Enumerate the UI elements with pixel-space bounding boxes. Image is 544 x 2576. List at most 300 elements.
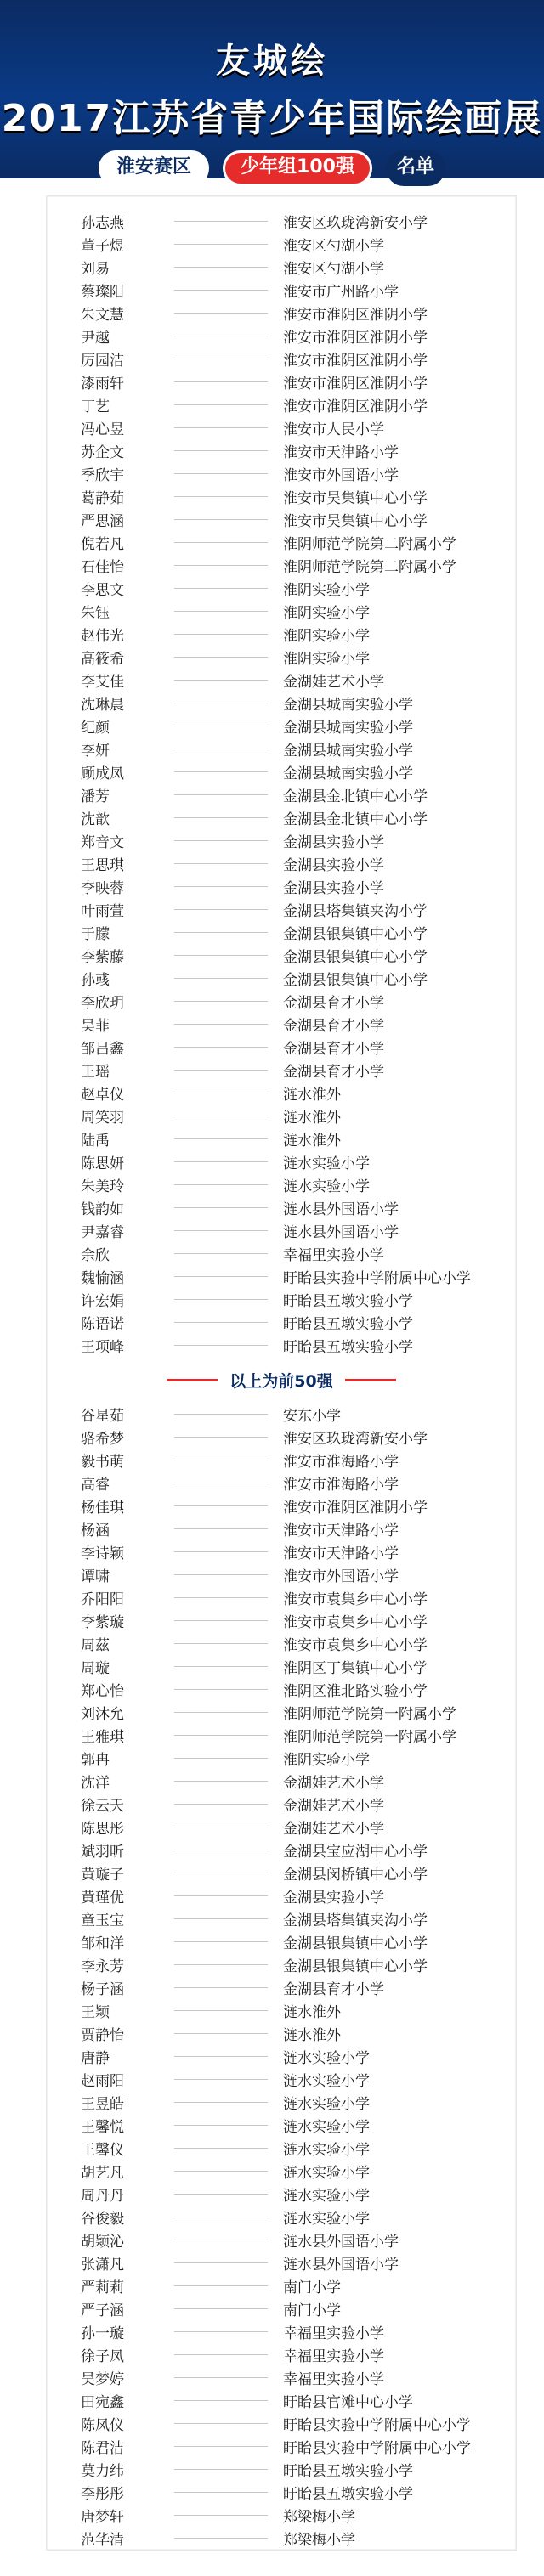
student-name: 王项峰 (81, 1339, 124, 1356)
student-name: 倪若凡 (81, 536, 124, 553)
student-name: 严莉莉 (81, 2279, 124, 2296)
student-name: 李欣玥 (81, 995, 124, 1012)
student-name: 赵卓仪 (81, 1087, 124, 1104)
school-name: 淮安市袁集乡中心小学 (283, 1591, 428, 1608)
list-item (47, 1242, 516, 1265)
list-item (47, 783, 516, 806)
student-name: 唐梦轩 (81, 2509, 124, 2526)
list-item (47, 2137, 516, 2160)
student-name: 徐云天 (81, 1798, 124, 1815)
list-item (47, 1196, 516, 1219)
row-leader-line (174, 2010, 268, 2011)
school-name: 金湖县金北镇中心小学 (283, 811, 428, 828)
student-name: 严思涵 (81, 513, 124, 530)
school-name: 盱眙县五墩实验小学 (283, 1339, 413, 1356)
list-item (47, 1288, 516, 1311)
student-name: 孙一璇 (81, 2325, 124, 2342)
school-name: 淮阴实验小学 (283, 628, 370, 645)
student-name: 吴梦婷 (81, 2371, 124, 2388)
top50-divider (47, 1357, 516, 1403)
student-name: 赵雨阳 (81, 2073, 124, 2090)
row-leader-line (174, 1528, 268, 1529)
school-name: 金湖县实验小学 (283, 834, 384, 851)
school-name: 涟水实验小学 (283, 1178, 370, 1195)
row-leader-line (174, 313, 268, 314)
row-leader-line (174, 1712, 268, 1713)
list-item (47, 737, 516, 760)
divider-text: 以上为前50强 (230, 1371, 333, 1391)
row-leader-line (174, 1918, 268, 1919)
row-leader-line (174, 1758, 268, 1759)
school-name: 金湖县城南实验小学 (283, 720, 413, 737)
list-item (47, 2160, 516, 2183)
student-name: 郭冉 (81, 1752, 110, 1769)
list-item (47, 2091, 516, 2114)
row-leader-line (174, 2400, 268, 2401)
row-leader-line (174, 657, 268, 658)
school-name: 淮安区玖珑湾新安小学 (283, 215, 428, 232)
student-name: 童玉宝 (81, 1912, 124, 1929)
student-name: 李紫藤 (81, 949, 124, 966)
school-name: 南门小学 (283, 2302, 341, 2319)
row-leader-line (174, 1689, 268, 1690)
student-name: 邹吕鑫 (81, 1041, 124, 1058)
school-name: 幸福里实验小学 (283, 2348, 384, 2365)
list-item (47, 1930, 516, 1953)
list-item (47, 554, 516, 577)
row-leader-line (174, 1322, 268, 1323)
row-leader-line (174, 771, 268, 772)
school-name: 金湖县金北镇中心小学 (283, 788, 428, 805)
student-name: 李诗颖 (81, 1545, 124, 1562)
school-name: 金湖县育才小学 (283, 1018, 384, 1035)
list-item (47, 1150, 516, 1173)
list-item (47, 1449, 516, 1472)
school-name: 涟水实验小学 (283, 2211, 370, 2228)
row-leader-line (174, 1299, 268, 1300)
list-item (47, 1701, 516, 1724)
row-leader-line (174, 1230, 268, 1231)
event-title: 2017江苏省青少年国际绘画展 (1, 97, 543, 140)
list-item (47, 2297, 516, 2320)
list-item (47, 600, 516, 623)
student-name: 王思琪 (81, 857, 124, 874)
student-name: 孙彧 (81, 972, 110, 989)
school-name: 金湖县闵桥镇中心小学 (283, 1867, 428, 1884)
student-name: 叶雨萱 (81, 903, 124, 920)
list-item (47, 715, 516, 737)
list-item (47, 692, 516, 715)
student-name: 乔阳阳 (81, 1591, 124, 1608)
school-name: 金湖县城南实验小学 (283, 743, 413, 760)
student-name: 李映蓉 (81, 880, 124, 897)
list-item (47, 2274, 516, 2297)
school-name: 淮安市天津路小学 (283, 1545, 399, 1562)
row-leader-line (174, 2446, 268, 2447)
school-name: 淮安市外国语小学 (283, 1568, 399, 1585)
list-item (47, 210, 516, 233)
student-name: 朱美玲 (81, 1178, 124, 1195)
list-panel (46, 195, 517, 2551)
school-name: 金湖县育才小学 (283, 1981, 384, 1998)
row-leader-line (174, 1781, 268, 1782)
school-name: 金湖县育才小学 (283, 1064, 384, 1081)
student-name: 于朦 (81, 926, 110, 943)
school-name: 金湖县银集镇中心小学 (283, 949, 428, 966)
school-name: 金湖县实验小学 (283, 857, 384, 874)
row-leader-line (174, 1964, 268, 1965)
list-item (47, 1127, 516, 1150)
school-name: 幸福里实验小学 (283, 1247, 384, 1264)
list-item (47, 1907, 516, 1930)
student-name: 陈思彤 (81, 1821, 124, 1838)
student-name: 胡艺凡 (81, 2165, 124, 2182)
student-name: 严子涵 (81, 2302, 124, 2319)
student-name: 漆雨轩 (81, 376, 124, 393)
school-name: 安东小学 (283, 1408, 341, 1425)
row-leader-line (174, 978, 268, 979)
row-leader-line (174, 2308, 268, 2309)
list-item (47, 1655, 516, 1678)
row-leader-line (174, 1276, 268, 1277)
school-name: 盱眙县实验中学附属中心小学 (283, 2440, 471, 2457)
list-item (47, 485, 516, 508)
list-item (47, 806, 516, 829)
school-name: 淮安市袁集乡中心小学 (283, 1614, 428, 1631)
list-item (47, 347, 516, 370)
row-leader-line (174, 1666, 268, 1667)
student-name: 冯心昱 (81, 421, 124, 438)
list-item (47, 1953, 516, 1976)
student-name: 郑心怡 (81, 1683, 124, 1700)
row-leader-line (174, 680, 268, 681)
school-name: 涟水实验小学 (283, 2165, 370, 2182)
row-leader-line (174, 1184, 268, 1185)
list-item (47, 1173, 516, 1196)
school-name: 淮安市淮海路小学 (283, 1477, 399, 1494)
school-name: 涟水县外国语小学 (283, 1224, 399, 1241)
student-name: 刘沐允 (81, 1706, 124, 1723)
school-name: 淮安市人民小学 (283, 421, 384, 438)
school-name: 淮阴师范学院第二附属小学 (283, 536, 456, 553)
student-name: 贾静怡 (81, 2027, 124, 2044)
row-leader-line (174, 1024, 268, 1025)
school-name: 金湖县宝应湖中心小学 (283, 1844, 428, 1861)
row-leader-line (174, 886, 268, 887)
row-leader-line (174, 2285, 268, 2286)
row-leader-line (174, 1161, 268, 1162)
school-name: 淮安市淮阴区淮阴小学 (283, 376, 428, 393)
school-name: 淮安区玖珑湾新安小学 (283, 1431, 428, 1448)
student-name: 毅书萌 (81, 1454, 124, 1471)
school-name: 盱眙县五墩实验小学 (283, 1316, 413, 1333)
subtitle-row (0, 150, 544, 186)
row-leader-line (174, 863, 268, 864)
row-leader-line (174, 1138, 268, 1139)
student-name: 谭啸 (81, 1568, 110, 1585)
list-item (47, 1747, 516, 1770)
row-leader-line (174, 1001, 268, 1002)
list-item (47, 1540, 516, 1563)
list-item (47, 921, 516, 944)
region-pill: 淮安赛区 (99, 150, 209, 186)
list-item (47, 1082, 516, 1104)
row-leader-line (174, 634, 268, 635)
school-name: 盱眙县五墩实验小学 (283, 2486, 413, 2503)
school-name: 涟水县外国语小学 (283, 1201, 399, 1218)
school-name: 金湖娃艺术小学 (283, 1798, 384, 1815)
row-leader-line (174, 932, 268, 933)
list-item (47, 2481, 516, 2504)
student-name: 石佳怡 (81, 559, 124, 576)
school-name: 淮阴师范学院第一附属小学 (283, 1729, 456, 1746)
list-item (47, 898, 516, 921)
school-name: 涟水实验小学 (283, 2119, 370, 2136)
school-name: 淮安市淮阴区淮阴小学 (283, 353, 428, 370)
list-item (47, 1219, 516, 1242)
list-item (47, 1816, 516, 1839)
list-item (47, 2045, 516, 2068)
student-name: 周丹丹 (81, 2188, 124, 2205)
school-name: 金湖县育才小学 (283, 995, 384, 1012)
school-name: 淮安市吴集镇中心小学 (283, 513, 428, 530)
list-item (47, 1999, 516, 2022)
list-item (47, 669, 516, 692)
row-leader-line (174, 450, 268, 451)
row-leader-line (174, 1047, 268, 1048)
school-name: 金湖娃艺术小学 (283, 1775, 384, 1792)
school-name: 淮安市吴集镇中心小学 (283, 490, 428, 507)
row-leader-line (174, 1987, 268, 1988)
school-name: 涟水淮外 (283, 1110, 341, 1127)
list-item (47, 1563, 516, 1586)
school-name: 郑梁梅小学 (283, 2532, 355, 2549)
student-name: 王馨仪 (81, 2142, 124, 2159)
school-name: 淮阴区淮北路实验小学 (283, 1683, 428, 1700)
row-leader-line (174, 840, 268, 841)
school-name: 盱眙县五墩实验小学 (283, 1293, 413, 1310)
list-item (47, 279, 516, 302)
student-name: 吴菲 (81, 1018, 110, 1035)
student-name: 沈歆 (81, 811, 110, 828)
row-leader-line (174, 1574, 268, 1575)
row-leader-line (174, 1941, 268, 1942)
list-item (47, 760, 516, 783)
list-item (47, 1403, 516, 1426)
student-name: 杨子涵 (81, 1981, 124, 1998)
list-item (47, 2527, 516, 2550)
list-item (47, 1976, 516, 1999)
list-item (47, 2458, 516, 2481)
school-name: 淮阴实验小学 (283, 605, 370, 622)
student-name: 邹和洋 (81, 1935, 124, 1952)
student-name: 尹越 (81, 330, 110, 347)
list-item (47, 462, 516, 485)
school-name: 金湖县实验小学 (283, 880, 384, 897)
student-name: 黄瑾优 (81, 1890, 124, 1907)
student-name: 莫力纬 (81, 2463, 124, 2480)
student-name: 陈凤仪 (81, 2417, 124, 2434)
school-name: 金湖县实验小学 (283, 1890, 384, 1907)
list-item (47, 1472, 516, 1494)
student-name: 孙志燕 (81, 215, 124, 232)
row-leader-line (174, 2056, 268, 2057)
school-name: 涟水实验小学 (283, 2096, 370, 2113)
school-name: 涟水淮外 (283, 2004, 341, 2021)
row-leader-line (174, 2079, 268, 2080)
school-name: 涟水县外国语小学 (283, 2257, 399, 2274)
student-name: 高睿 (81, 1477, 110, 1494)
school-name: 涟水实验小学 (283, 2188, 370, 2205)
row-leader-line (174, 1345, 268, 1346)
list-item (47, 1793, 516, 1816)
row-leader-line (174, 404, 268, 405)
divider-line-left (167, 1379, 218, 1381)
student-name: 李思文 (81, 582, 124, 599)
list-item (47, 1632, 516, 1655)
student-name: 李妍 (81, 743, 110, 760)
list-item (47, 623, 516, 646)
student-name: 刘易 (81, 261, 110, 278)
row-leader-line (174, 2538, 268, 2539)
student-name: 周茲 (81, 1637, 110, 1654)
student-name: 潘芳 (81, 788, 110, 805)
row-leader-line (174, 2102, 268, 2103)
school-name: 金湖县塔集镇夹沟小学 (283, 903, 428, 920)
row-leader-line (174, 2469, 268, 2470)
row-leader-line (174, 2377, 268, 2378)
row-leader-line (174, 794, 268, 795)
row-leader-line (174, 2148, 268, 2149)
divider-line-right (345, 1379, 396, 1381)
brand-title: 友城绘 (216, 42, 328, 81)
list-item (47, 325, 516, 347)
school-name: 涟水淮外 (283, 2027, 341, 2044)
student-name: 徐子凤 (81, 2348, 124, 2365)
row-leader-line (174, 244, 268, 245)
school-name: 郑梁梅小学 (283, 2509, 355, 2526)
school-name: 涟水县外国语小学 (283, 2234, 399, 2251)
student-name: 王雅琪 (81, 1729, 124, 1746)
list-item (47, 393, 516, 416)
student-name: 顾成凤 (81, 765, 124, 782)
row-leader-line (174, 1804, 268, 1805)
student-name: 葛静茹 (81, 490, 124, 507)
list-item (47, 1036, 516, 1059)
row-leader-line (174, 519, 268, 520)
student-name: 魏愉涵 (81, 1270, 124, 1287)
list-item (47, 2206, 516, 2229)
list-item (47, 967, 516, 990)
student-name: 谷俊毅 (81, 2211, 124, 2228)
list-item (47, 1839, 516, 1861)
list-item (47, 1517, 516, 1540)
list-item (47, 302, 516, 325)
row-leader-line (174, 1735, 268, 1736)
school-name: 淮安市广州路小学 (283, 284, 399, 301)
list-item (47, 2389, 516, 2412)
list-item (47, 2183, 516, 2206)
list-item (47, 577, 516, 600)
student-name: 钱韵如 (81, 1201, 124, 1218)
list-item (47, 1013, 516, 1036)
list-item (47, 1311, 516, 1334)
student-name: 王瑶 (81, 1064, 110, 1081)
school-name: 淮安区勺湖小学 (283, 261, 384, 278)
student-name: 苏企文 (81, 444, 124, 461)
list-item (47, 233, 516, 256)
header (0, 0, 544, 178)
list-item (47, 990, 516, 1013)
student-name: 陈语诺 (81, 1316, 124, 1333)
student-name: 胡颖沁 (81, 2234, 124, 2251)
list-item (47, 1334, 516, 1357)
school-name: 幸福里实验小学 (283, 2371, 384, 2388)
student-name: 季欣宇 (81, 467, 124, 484)
list-item (47, 1265, 516, 1288)
list-item (47, 1678, 516, 1701)
school-name: 淮安市袁集乡中心小学 (283, 1637, 428, 1654)
school-name: 淮阴实验小学 (283, 582, 370, 599)
school-name: 淮安市外国语小学 (283, 467, 399, 484)
list-item (47, 1104, 516, 1127)
row-leader-line (174, 2331, 268, 2332)
student-name: 李紫璇 (81, 1614, 124, 1631)
student-name: 许宏娟 (81, 1293, 124, 1310)
school-name: 金湖县银集镇中心小学 (283, 926, 428, 943)
school-name: 金湖县银集镇中心小学 (283, 1935, 428, 1952)
row-leader-line (174, 1597, 268, 1598)
row-leader-line (174, 1253, 268, 1254)
school-name: 南门小学 (283, 2279, 341, 2296)
list-item (47, 646, 516, 669)
list-item (47, 2114, 516, 2137)
school-name: 涟水实验小学 (283, 2050, 370, 2067)
row-leader-line (174, 1643, 268, 1644)
row-leader-line (174, 427, 268, 428)
school-name: 淮安区勺湖小学 (283, 238, 384, 255)
student-name: 沈琳晨 (81, 697, 124, 714)
school-name: 金湖县塔集镇夹沟小学 (283, 1912, 428, 1929)
list-item (47, 1426, 516, 1449)
student-name: 王馨悦 (81, 2119, 124, 2136)
row-leader-line (174, 381, 268, 382)
school-name: 淮安市淮海路小学 (283, 1454, 399, 1471)
list-item (47, 1861, 516, 1884)
row-leader-line (174, 817, 268, 818)
student-name: 董子煜 (81, 238, 124, 255)
row-leader-line (174, 2171, 268, 2172)
list-item (47, 256, 516, 279)
row-leader-line (174, 473, 268, 474)
list-item (47, 944, 516, 967)
school-name: 金湖县城南实验小学 (283, 697, 413, 714)
list-item (47, 2022, 516, 2045)
row-leader-line (174, 2354, 268, 2355)
row-leader-line (174, 611, 268, 612)
student-name: 杨佳琪 (81, 1500, 124, 1517)
list-item (47, 439, 516, 462)
list-item (47, 2343, 516, 2366)
school-name: 淮阴区丁集镇中心小学 (283, 1660, 428, 1677)
row-leader-line (174, 909, 268, 910)
school-name: 淮阴师范学院第一附属小学 (283, 1706, 456, 1723)
student-name: 周笑羽 (81, 1110, 124, 1127)
list-item (47, 2068, 516, 2091)
school-name: 涟水淮外 (283, 1133, 341, 1150)
student-name: 陆禹 (81, 1133, 110, 1150)
school-name: 盱眙县实验中学附属中心小学 (283, 2417, 471, 2434)
